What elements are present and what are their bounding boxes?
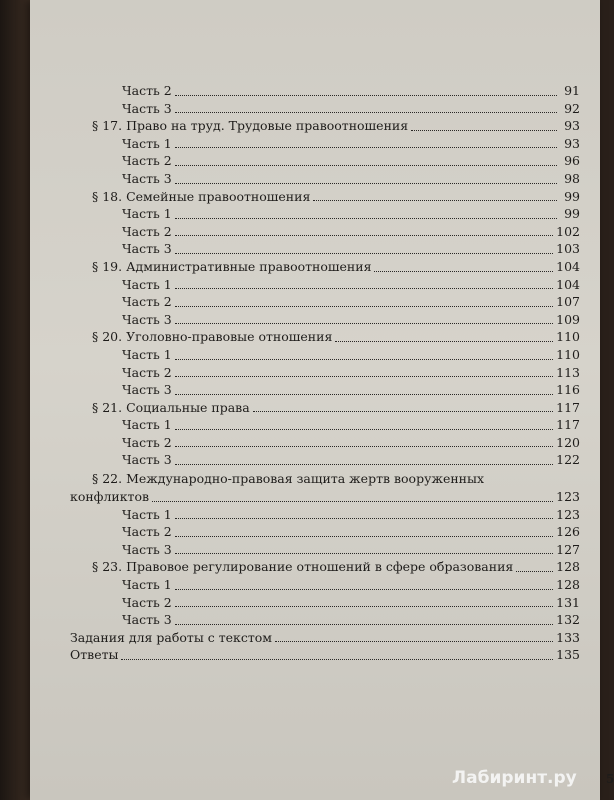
- dot-leader: [175, 95, 557, 96]
- toc-entry-page: 128: [556, 559, 580, 575]
- toc-entry-page: 126: [556, 524, 580, 540]
- toc-entry-page: 104: [556, 258, 580, 274]
- toc-entry-page: 122: [556, 452, 580, 468]
- toc-entry: [70, 223, 580, 241]
- dot-leader: [121, 659, 553, 660]
- toc-entry-page: 113: [556, 364, 580, 380]
- watermark-logo: Лабиринт.ру: [452, 768, 577, 788]
- dot-leader: [175, 394, 553, 395]
- dot-leader: [175, 183, 557, 184]
- toc-entry-page: 116: [556, 382, 580, 398]
- toc-entry: [70, 488, 580, 506]
- toc-entry-page: 120: [556, 434, 580, 450]
- dot-leader: [374, 271, 553, 272]
- toc-entry-title: Часть 2: [122, 153, 172, 169]
- table-of-contents: [70, 82, 580, 664]
- toc-entry: [70, 293, 580, 311]
- toc-entry-title: Часть 3: [122, 241, 172, 257]
- toc-entry: [70, 558, 580, 576]
- toc-entry-page: 127: [556, 541, 580, 557]
- toc-entry: [70, 328, 580, 346]
- dot-leader: [175, 323, 553, 324]
- toc-entry: [70, 399, 580, 417]
- toc-entry-page: 99: [564, 188, 580, 204]
- toc-entry: [70, 541, 580, 559]
- toc-entry: [70, 646, 580, 664]
- toc-entry-title: § 18. Семейные правоотношения: [92, 188, 311, 204]
- dot-leader: [275, 641, 553, 642]
- dot-leader: [175, 253, 553, 254]
- toc-entry-title: Часть 3: [122, 170, 172, 186]
- dot-leader: [175, 446, 553, 447]
- toc-entry-page: 133: [556, 629, 580, 645]
- dot-leader: [175, 235, 553, 236]
- toc-entry-title: § 20. Уголовно-правовые отношения: [92, 329, 333, 345]
- toc-entry-title: Часть 1: [122, 206, 172, 222]
- toc-entry-page: 123: [556, 506, 580, 522]
- toc-entry-title: Часть 2: [122, 364, 172, 380]
- toc-entry-title: Часть 1: [122, 506, 172, 522]
- dot-leader: [411, 130, 557, 131]
- toc-entry-page: 135: [556, 647, 580, 663]
- dot-leader: [175, 147, 557, 148]
- dot-leader: [175, 359, 553, 360]
- toc-entry-title: § 23. Правовое регулирование отношений в сфере образования: [92, 559, 514, 575]
- dot-leader: [175, 112, 557, 113]
- toc-entry-page: 128: [556, 577, 580, 593]
- toc-entry-page: 117: [556, 417, 580, 433]
- toc-entry-title: конфликтов: [70, 489, 150, 505]
- toc-entry: [70, 117, 580, 135]
- toc-entry: [70, 364, 580, 382]
- toc-entry-page: 123: [556, 489, 580, 505]
- dot-leader: [335, 341, 553, 342]
- toc-entry-page: 131: [556, 594, 580, 610]
- dot-leader: [175, 536, 553, 537]
- toc-entry-title: Часть 3: [122, 612, 172, 628]
- toc-entry-title: Часть 3: [122, 311, 172, 327]
- toc-entry: [70, 240, 580, 258]
- book-spine: [0, 0, 30, 800]
- dot-leader: [175, 429, 553, 430]
- toc-entry: [70, 416, 580, 434]
- toc-entry-title: Часть 2: [122, 294, 172, 310]
- toc-entry-title: § 22. Международно-правовая защита жертв вооруженных: [92, 471, 484, 487]
- toc-entry: [70, 311, 580, 329]
- toc-entry: [70, 576, 580, 594]
- toc-entry-title: Часть 3: [122, 100, 172, 116]
- toc-entry-title: Ответы: [70, 647, 119, 663]
- toc-entry-title: Часть 1: [122, 135, 172, 151]
- dot-leader: [253, 411, 553, 412]
- toc-entry-title: Часть 3: [122, 541, 172, 557]
- toc-entry-title: Часть 2: [122, 83, 172, 98]
- toc-entry-page: 117: [556, 399, 580, 415]
- toc-entry-title: § 19. Административные правоотношения: [92, 258, 372, 274]
- toc-entry-page: 92: [564, 100, 580, 116]
- toc-entry-page: 93: [564, 135, 580, 151]
- dot-leader: [175, 553, 553, 554]
- toc-entry-title: Задания для работы с текстом: [70, 629, 273, 645]
- toc-entry-page: 102: [556, 223, 580, 239]
- toc-entry-title: Часть 1: [122, 417, 172, 433]
- toc-entry-page: 110: [556, 329, 580, 345]
- toc-entry: [70, 82, 580, 100]
- toc-entry: [70, 594, 580, 612]
- dot-leader: [175, 218, 557, 219]
- toc-entry: [70, 276, 580, 294]
- toc-entry-title: § 17. Право на труд. Трудовые правоотношения: [92, 118, 409, 134]
- toc-entry-title: Часть 2: [122, 223, 172, 239]
- dot-leader: [175, 306, 553, 307]
- toc-entry-title: Часть 3: [122, 452, 172, 468]
- dot-leader: [175, 165, 557, 166]
- dot-leader: [516, 571, 553, 572]
- dot-leader: [175, 518, 553, 519]
- toc-entry: [70, 100, 580, 118]
- toc-entry: [70, 451, 580, 469]
- toc-entry-page: 132: [556, 612, 580, 628]
- toc-entry-title: Часть 2: [122, 594, 172, 610]
- toc-entry: [70, 205, 580, 223]
- toc-entry: [70, 258, 580, 276]
- toc-entry-page: 98: [564, 170, 580, 186]
- toc-entry: [70, 611, 580, 629]
- toc-entry: [70, 629, 580, 647]
- toc-entry: [70, 152, 580, 170]
- toc-entry-title: Часть 3: [122, 382, 172, 398]
- dot-leader: [175, 464, 553, 465]
- toc-entry-page: 93: [564, 118, 580, 134]
- toc-entry-page: 91: [564, 83, 580, 98]
- toc-entry-title: Часть 1: [122, 276, 172, 292]
- dot-leader: [175, 624, 553, 625]
- toc-entry-page: 104: [556, 276, 580, 292]
- dot-leader: [313, 200, 557, 201]
- toc-entry-page: 110: [556, 346, 580, 362]
- toc-entry: [70, 346, 580, 364]
- toc-entry-page: 99: [564, 206, 580, 222]
- toc-entry-title: § 21. Социальные права: [92, 399, 250, 415]
- toc-entry-title: Часть 2: [122, 524, 172, 540]
- toc-entry: [70, 523, 580, 541]
- toc-entry: [70, 434, 580, 452]
- toc-entry: [70, 469, 580, 488]
- toc-entry-page: 109: [556, 311, 580, 327]
- dot-leader: [175, 606, 553, 607]
- page-number: 5: [606, 772, 614, 786]
- dot-leader: [175, 589, 553, 590]
- dot-leader: [175, 288, 553, 289]
- toc-entry-title: Часть 1: [122, 577, 172, 593]
- toc-entry-page: 96: [564, 153, 580, 169]
- toc-entry-title: Часть 2: [122, 434, 172, 450]
- toc-entry-page: 103: [556, 241, 580, 257]
- dot-leader: [152, 501, 553, 502]
- toc-entry: [70, 135, 580, 153]
- toc-entry: [70, 381, 580, 399]
- toc-entry-page: 107: [556, 294, 580, 310]
- toc-entry: [70, 188, 580, 206]
- book-page: [30, 0, 614, 800]
- toc-entry-title: Часть 1: [122, 346, 172, 362]
- toc-entry: [70, 170, 580, 188]
- toc-entry: [70, 506, 580, 524]
- dot-leader: [175, 376, 553, 377]
